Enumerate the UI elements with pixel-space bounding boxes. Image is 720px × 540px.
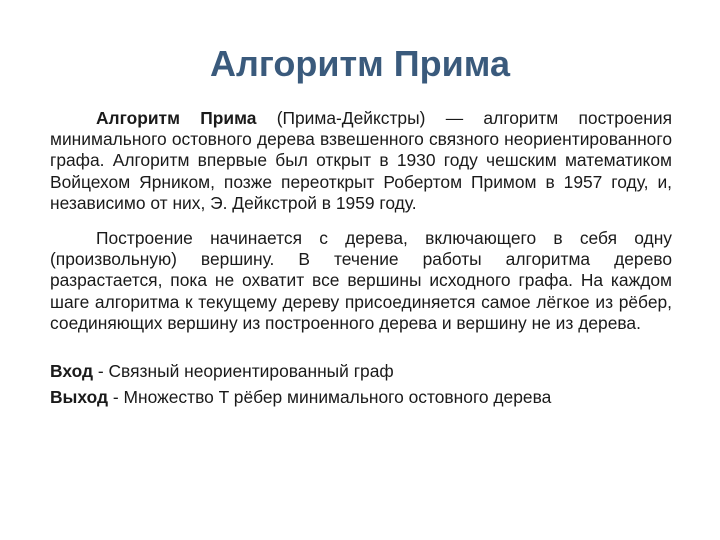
input-line bbox=[50, 360, 672, 382]
slide-content bbox=[50, 108, 672, 412]
output-label: Выход bbox=[50, 387, 109, 408]
input-output-block bbox=[50, 360, 672, 408]
term-prim-algorithm: Алгоритм Прима bbox=[96, 108, 257, 128]
input-text: - Связный неориентированный граф bbox=[93, 361, 394, 382]
input-label: Вход bbox=[50, 361, 94, 382]
definition-text: (Прима-Дейкстры) — алгоритм построения минимального остовного дерева взвешенного связного неориентированного графа. Алгоритм впервые был открыт в 1930 году чешским математиком Войцехом Ярником, позже переоткрыт Робертом Примом в 1957 году, и, независимо от них, Э. Дейкстрой в 1959 году. bbox=[50, 108, 673, 213]
paragraph-definition bbox=[50, 108, 672, 214]
output-text: - Множество T рёбер минимального остовного дерева bbox=[108, 387, 552, 408]
slide-title: Алгоритм Прима bbox=[210, 43, 510, 84]
output-line bbox=[50, 386, 672, 408]
paragraph-description: Построение начинается с дерева, включающего в себя одну (произвольную) вершину. В течение работы алгоритма дерево разрастается, пока не охватит все вершины исходного графа. На каждом шаге алгоритма к текущему дереву присоединяется самое лёгкое из рёбер, соединяющих вершину из построенного дерева и вершину не из дерева. bbox=[50, 228, 672, 333]
